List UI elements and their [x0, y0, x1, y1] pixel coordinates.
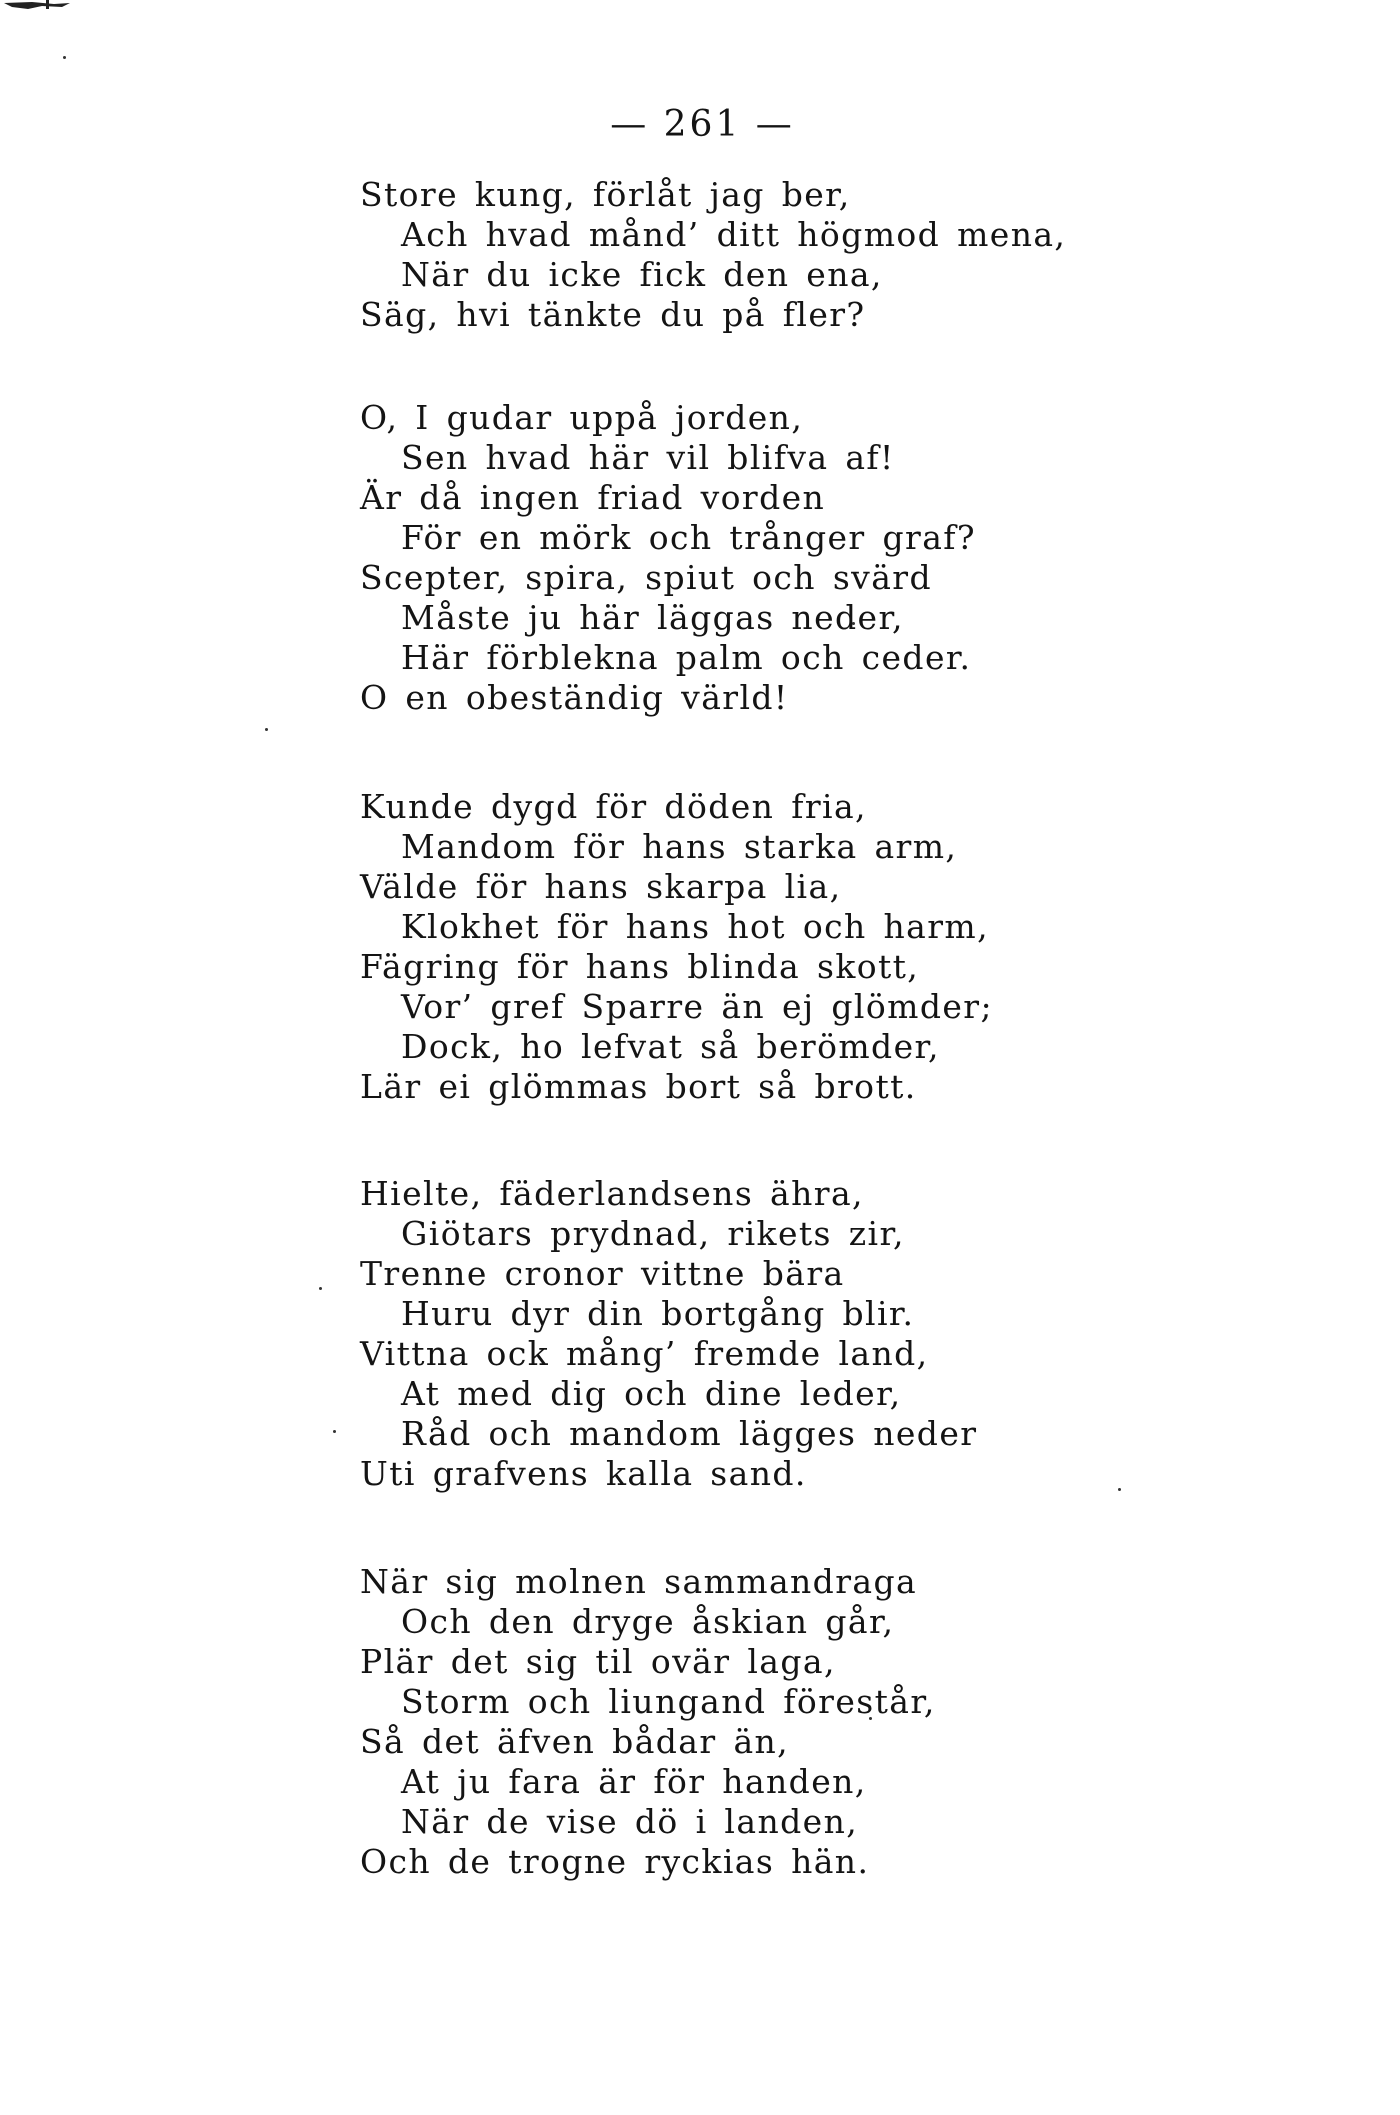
poem-line: Och den dryge åskian går, [401, 1602, 895, 1641]
poem-line: Dock, ho lefvat så berömder, [401, 1027, 940, 1066]
poem-stanza [360, 1562, 936, 1882]
poem-line: O en obeständig värld! [360, 678, 789, 717]
poem-line: När de vise dö i landen, [401, 1802, 859, 1841]
poem-stanza [360, 1174, 977, 1494]
speck-mark [63, 56, 66, 59]
poem-line: Uti grafvens kalla sand. [360, 1454, 807, 1493]
ink-blot-mark [2, 0, 72, 12]
poem-line: Är då ingen friad vorden [360, 478, 826, 517]
poem-line: För en mörk och trånger graf? [401, 518, 976, 557]
speck-mark [1118, 1488, 1121, 1491]
poem-line: När sig molnen sammandraga [360, 1562, 918, 1601]
poem-line: Kunde dygd för döden fria, [360, 787, 867, 826]
poem-line: Välde för hans skarpa lia, [360, 867, 842, 906]
poem-line: O, I gudar uppå jorden, [360, 398, 804, 437]
poem-line: Plär det sig til ovär laga, [360, 1642, 836, 1681]
poem-line: Scepter, spira, spiut och svärd [360, 558, 932, 597]
poem-line: Måste ju här läggas neder, [401, 598, 904, 637]
poem-line: At med dig och dine leder, [401, 1374, 902, 1413]
poem-stanza [360, 398, 976, 718]
poem-line: Råd och mandom lägges neder [401, 1414, 978, 1453]
poem-line: När du icke fick den ena, [401, 255, 883, 294]
poem-line: Och de trogne ryckias hän. [360, 1842, 870, 1881]
poem-line: Hielte, fäderlandsens ähra, [360, 1174, 864, 1213]
speck-mark [265, 728, 268, 731]
poem-line: Säg, hvi tänkte du på fler? [360, 295, 866, 334]
poem-line: Sen hvad här vil blifva af! [401, 438, 895, 477]
poem-line: Store kung, förlåt jag ber, [360, 175, 851, 214]
poem-line: Här förblekna palm och ceder. [401, 638, 972, 677]
poem-stanza [360, 175, 1066, 335]
poem-line: Klokhet för hans hot och harm, [401, 907, 990, 946]
poem-line: Giötars prydnad, rikets zir, [401, 1214, 905, 1253]
poem-stanza [360, 787, 993, 1107]
poem-line: Mandom för hans starka arm, [401, 827, 958, 866]
poem-line: Ach hvad månd’ ditt högmod mena, [401, 215, 1067, 254]
poem-line: Fägring för hans blinda skott, [360, 947, 920, 986]
poem-line: Huru dyr din bortgång blir. [401, 1294, 915, 1333]
speck-mark [333, 1430, 336, 1433]
speck-mark [319, 1287, 322, 1290]
poem-line: At ju fara är för handen, [401, 1762, 867, 1801]
page-number: — 261 — [610, 104, 795, 145]
poem-line: Lär ei glömmas bort så brott. [360, 1067, 917, 1106]
poem-line: Storm och liungand förestår, [401, 1682, 936, 1721]
poem-line: Vor’ gref Sparre än ej glömder; [401, 987, 993, 1026]
poem-line: Så det äfven bådar än, [360, 1722, 790, 1761]
poem-line: Trenne cronor vittne bära [360, 1254, 845, 1293]
poem-line: Vittna ock mång’ fremde land, [360, 1334, 929, 1373]
